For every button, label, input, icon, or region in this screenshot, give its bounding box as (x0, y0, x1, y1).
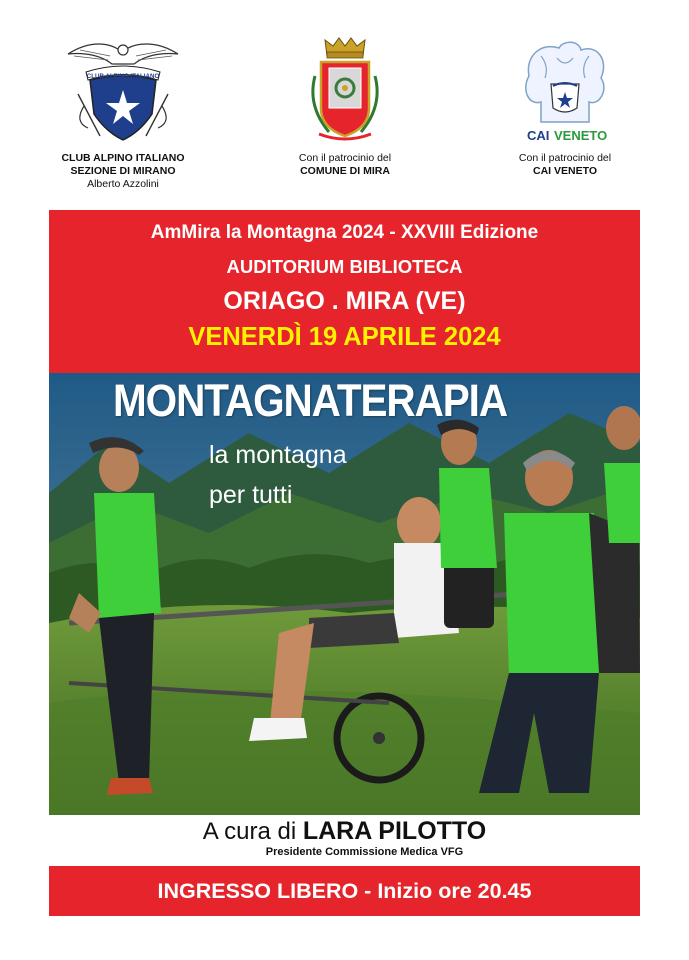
event-date: VENERDÌ 19 APRILE 2024 (188, 323, 501, 351)
cai-caption-line2: SEZIONE DI MIRANO (70, 165, 176, 177)
entry-banner (49, 866, 640, 916)
curator-section (0, 817, 689, 858)
curator-line (0, 817, 689, 846)
cai-caption-line1: CLUB ALPINO ITALIANO (61, 152, 185, 164)
entry-text: INGRESSO LIBERO - Inizio ore 20.45 (157, 879, 532, 903)
event-edition: AmMira la Montagna 2024 - XXVIII Edizione (150, 222, 539, 243)
photo-subtitle-line2: per tutti (209, 481, 293, 509)
curator-prefix: A cura di (202, 818, 303, 845)
cai-eagle-shield-logo (60, 36, 186, 146)
photo-title: MONTAGNATERAPIA (113, 375, 508, 426)
event-venue: AUDITORIUM BIBLIOTECA (226, 256, 463, 277)
cai-veneto-brand-b: VENETO (554, 128, 608, 143)
photo-subtitle-line1: la montagna (209, 441, 347, 469)
veneto-caption-line1: Con il patrocinio del (518, 152, 612, 164)
cai-veneto-brand-a: CAI (527, 128, 550, 143)
event-info-banner (49, 210, 640, 373)
montagnaterapia-photo (49, 373, 640, 815)
curator-name: LARA PILOTTO (302, 817, 487, 845)
cai-veneto-logo-block (490, 36, 640, 178)
hikers-with-joelette-illustration (49, 373, 640, 815)
cai-mirano-logo-block (48, 36, 198, 191)
mira-caption-line2: COMUNE DI MIRA (300, 165, 390, 177)
cai-emblem-text: CLUB ALPINO ITALIANO (86, 73, 160, 80)
cai-caption-line3: Alberto Azzolini (87, 178, 159, 190)
mira-caption-line1: Con il patrocinio del (298, 152, 392, 164)
mira-coat-of-arms-logo (303, 36, 387, 144)
veneto-caption-line2: CAI VENETO (533, 165, 597, 177)
event-city: ORIAGO . MIRA (VE) (223, 287, 466, 315)
curator-role: Presidente Commissione Medica VFG (265, 846, 464, 858)
comune-mira-logo-block (270, 36, 420, 178)
cai-veneto-lion-logo (519, 36, 611, 144)
